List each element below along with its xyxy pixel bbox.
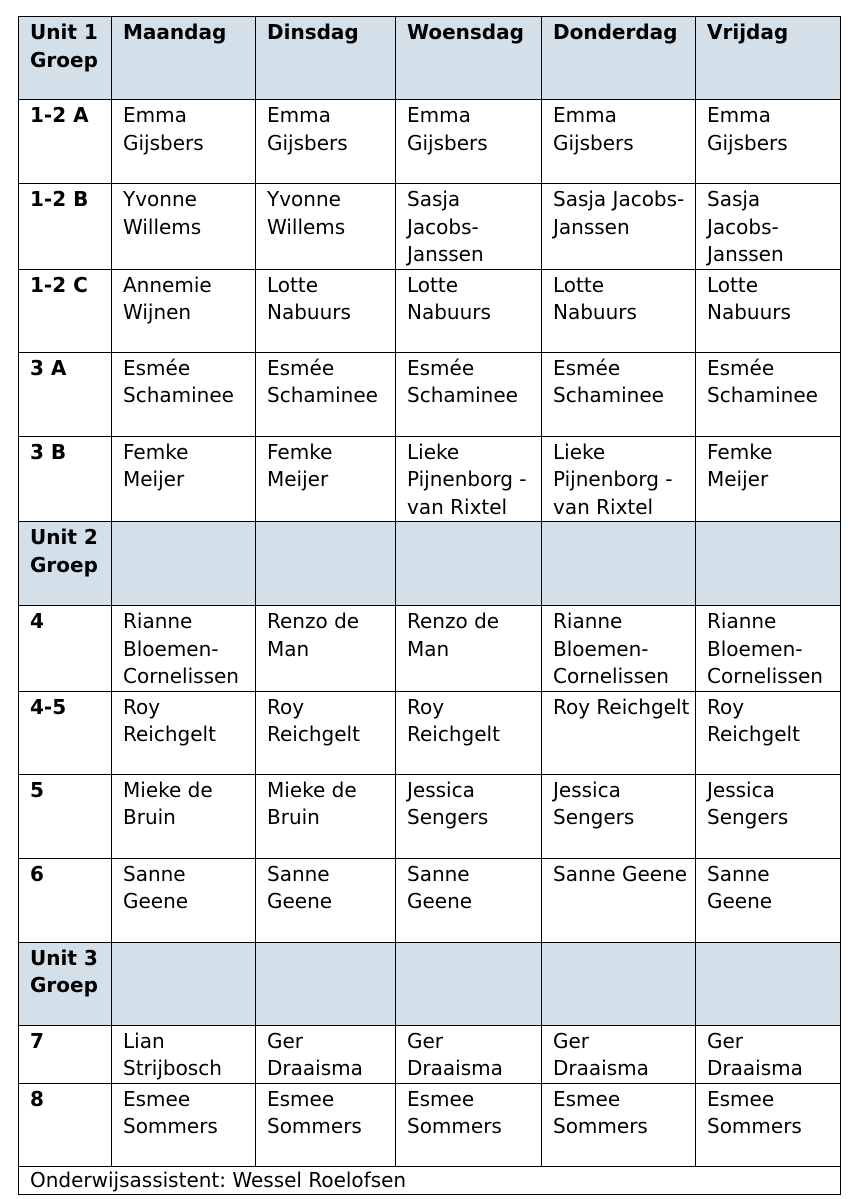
teacher-cell: Emma Gijsbers xyxy=(256,100,396,184)
teacher-cell: Sanne Geene xyxy=(542,858,696,942)
teacher-cell: Jessica Sengers xyxy=(696,774,841,858)
teacher-cell: Femke Meijer xyxy=(696,436,841,522)
teacher-cell: Ger Draaisma xyxy=(542,1025,696,1083)
teacher-cell: Renzo de Man xyxy=(396,606,542,692)
group-cell: 3 A xyxy=(19,352,112,436)
teacher-cell: Esmee Sommers xyxy=(696,1083,841,1166)
teacher-cell: Esmee Sommers xyxy=(396,1083,542,1166)
table-row xyxy=(19,858,841,942)
table-row xyxy=(19,352,841,436)
teacher-cell: Lotte Nabuurs xyxy=(542,269,696,352)
teacher-cell: Femke Meijer xyxy=(112,436,256,522)
unit-1-label: Unit 1 Groep xyxy=(19,17,112,100)
empty-header-cell xyxy=(396,942,542,1025)
group-cell: 5 xyxy=(19,774,112,858)
table-row xyxy=(19,774,841,858)
header-row xyxy=(19,17,841,100)
table-row xyxy=(19,691,841,774)
teacher-cell: Lotte Nabuurs xyxy=(396,269,542,352)
teacher-cell: Roy Reichgelt xyxy=(542,691,696,774)
table-row xyxy=(19,1025,841,1083)
empty-header-cell xyxy=(256,522,396,606)
day-header-thursday: Donderdag xyxy=(542,17,696,100)
day-header-monday: Maandag xyxy=(112,17,256,100)
teacher-cell: Esmée Schaminee xyxy=(396,352,542,436)
teacher-cell: Jessica Sengers xyxy=(542,774,696,858)
unit-header-row xyxy=(19,942,841,1025)
empty-header-cell xyxy=(256,942,396,1025)
empty-header-cell xyxy=(696,522,841,606)
teacher-cell: Rianne Bloemen-Cornelissen xyxy=(696,606,841,692)
empty-header-cell xyxy=(112,522,256,606)
group-cell: 4 xyxy=(19,606,112,692)
empty-header-cell xyxy=(542,942,696,1025)
teacher-cell: Sasja Jacobs-Janssen xyxy=(542,184,696,270)
day-header-wednesday: Woensdag xyxy=(396,17,542,100)
teacher-cell: Sanne Geene xyxy=(396,858,542,942)
table-row xyxy=(19,606,841,692)
teacher-cell: Esmée Schaminee xyxy=(542,352,696,436)
teacher-cell: Esmee Sommers xyxy=(256,1083,396,1166)
teacher-cell: Yvonne Willems xyxy=(256,184,396,270)
teacher-cell: Ger Draaisma xyxy=(256,1025,396,1083)
teacher-cell: Yvonne Willems xyxy=(112,184,256,270)
teacher-cell: Renzo de Man xyxy=(256,606,396,692)
teacher-cell: Emma Gijsbers xyxy=(696,100,841,184)
teacher-cell: Sasja Jacobs-Janssen xyxy=(696,184,841,270)
teacher-cell: Esmée Schaminee xyxy=(256,352,396,436)
teacher-cell: Femke Meijer xyxy=(256,436,396,522)
table-row xyxy=(19,184,841,270)
table-row xyxy=(19,269,841,352)
teacher-cell: Rianne Bloemen-Cornelissen xyxy=(542,606,696,692)
group-cell: 8 xyxy=(19,1083,112,1166)
group-cell: 1-2 B xyxy=(19,184,112,270)
empty-header-cell xyxy=(112,942,256,1025)
empty-header-cell xyxy=(396,522,542,606)
teacher-cell: Roy Reichgelt xyxy=(696,691,841,774)
teacher-cell: Lian Strijbosch xyxy=(112,1025,256,1083)
teacher-cell: Roy Reichgelt xyxy=(396,691,542,774)
day-header-friday: Vrijdag xyxy=(696,17,841,100)
teacher-cell: Sanne Geene xyxy=(256,858,396,942)
teacher-cell: Roy Reichgelt xyxy=(256,691,396,774)
table-row xyxy=(19,1083,841,1166)
group-cell: 4-5 xyxy=(19,691,112,774)
teacher-cell: Roy Reichgelt xyxy=(112,691,256,774)
teacher-cell: Ger Draaisma xyxy=(696,1025,841,1083)
teacher-cell: Lieke Pijnenborg - van Rixtel xyxy=(396,436,542,522)
teacher-cell: Mieke de Bruin xyxy=(256,774,396,858)
teacher-cell: Lotte Nabuurs xyxy=(696,269,841,352)
teacher-cell: Esmée Schaminee xyxy=(112,352,256,436)
assistant-note: Onderwijsassistent: Wessel Roelofsen xyxy=(19,1166,841,1194)
teacher-cell: Lotte Nabuurs xyxy=(256,269,396,352)
teacher-cell: Emma Gijsbers xyxy=(542,100,696,184)
teacher-cell: Esmee Sommers xyxy=(542,1083,696,1166)
schedule-table xyxy=(18,16,841,1195)
teacher-cell: Mieke de Bruin xyxy=(112,774,256,858)
day-header-tuesday: Dinsdag xyxy=(256,17,396,100)
group-cell: 1-2 C xyxy=(19,269,112,352)
unit-header-row xyxy=(19,522,841,606)
teacher-cell: Annemie Wijnen xyxy=(112,269,256,352)
empty-header-cell xyxy=(542,522,696,606)
teacher-cell: Sanne Geene xyxy=(696,858,841,942)
unit-2-label: Unit 2 Groep xyxy=(19,522,112,606)
teacher-cell: Rianne Bloemen-Cornelissen xyxy=(112,606,256,692)
teacher-cell: Lieke Pijnenborg - van Rixtel xyxy=(542,436,696,522)
teacher-cell: Sasja Jacobs-Janssen xyxy=(396,184,542,270)
teacher-cell: Emma Gijsbers xyxy=(396,100,542,184)
teacher-cell: Emma Gijsbers xyxy=(112,100,256,184)
teacher-cell: Jessica Sengers xyxy=(396,774,542,858)
teacher-cell: Sanne Geene xyxy=(112,858,256,942)
empty-header-cell xyxy=(696,942,841,1025)
teacher-cell: Esmee Sommers xyxy=(112,1083,256,1166)
table-row xyxy=(19,100,841,184)
teacher-cell: Ger Draaisma xyxy=(396,1025,542,1083)
table-row xyxy=(19,436,841,522)
group-cell: 1-2 A xyxy=(19,100,112,184)
teacher-cell: Esmée Schaminee xyxy=(696,352,841,436)
group-cell: 6 xyxy=(19,858,112,942)
group-cell: 3 B xyxy=(19,436,112,522)
unit-3-label: Unit 3 Groep xyxy=(19,942,112,1025)
group-cell: 7 xyxy=(19,1025,112,1083)
footer-row xyxy=(19,1166,841,1194)
